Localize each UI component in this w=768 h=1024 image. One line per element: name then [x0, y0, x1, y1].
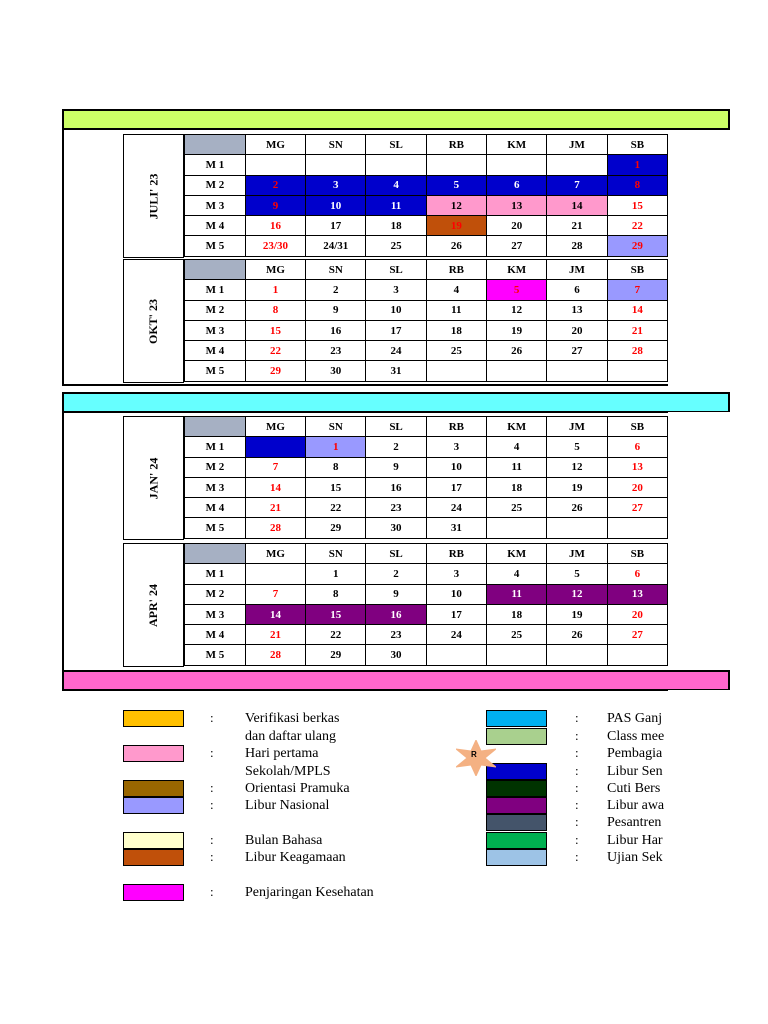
day-cell: 17 [426, 477, 486, 497]
legend-label: Hari pertama [245, 746, 319, 761]
page-edge-mask [668, 130, 768, 392]
month-label-text: JULI' 23 [146, 173, 160, 219]
week-label: M 2 [185, 584, 246, 604]
legend-colon: : [575, 780, 579, 795]
day-cell: 14 [245, 604, 305, 624]
weekday-header: RB [426, 417, 486, 437]
week-row [185, 341, 668, 361]
day-cell: 13 [607, 584, 667, 604]
day-cell: 3 [306, 175, 366, 195]
day-cell: 11 [366, 195, 426, 215]
week-label: M 1 [185, 155, 246, 175]
week-row [185, 564, 668, 584]
section-band-bottom [62, 670, 730, 691]
day-cell: 16 [245, 216, 305, 236]
header-corner [185, 260, 246, 280]
month-label-text: APR' 24 [146, 583, 160, 627]
legend-label: Libur Har [607, 833, 663, 848]
weekday-header: SL [366, 260, 426, 280]
day-cell: 15 [607, 195, 667, 215]
legend-swatch [486, 832, 547, 849]
day-cell: 31 [366, 361, 426, 381]
week-label: M 5 [185, 361, 246, 381]
day-cell: 18 [487, 604, 547, 624]
day-cell: 25 [487, 498, 547, 518]
day-cell: 22 [306, 498, 366, 518]
weekday-header: SN [306, 417, 366, 437]
day-cell: 30 [366, 518, 426, 538]
day-cell: 9 [366, 457, 426, 477]
weekday-header: SN [306, 544, 366, 564]
weekday-header: SB [607, 260, 667, 280]
day-cell: 1 [607, 155, 667, 175]
day-cell: 25 [487, 625, 547, 645]
legend-colon: : [210, 710, 214, 725]
day-cell: 3 [426, 564, 486, 584]
frame-left-bottom [62, 412, 64, 670]
month-block-apr-24 [123, 543, 668, 667]
legend-label: Ujian Sek [607, 850, 663, 865]
weekday-header-row [185, 135, 668, 155]
week-label: M 1 [185, 280, 246, 300]
day-cell [366, 155, 426, 175]
legend-swatch [123, 884, 184, 901]
day-cell: 24/31 [306, 236, 366, 256]
week-row [185, 645, 668, 665]
section-band-middle [62, 392, 730, 413]
day-cell: 17 [306, 216, 366, 236]
week-row [185, 437, 668, 457]
day-cell: 23 [366, 498, 426, 518]
day-cell [607, 518, 667, 538]
day-cell: 27 [607, 625, 667, 645]
day-cell [547, 518, 607, 538]
weekday-header: SL [366, 135, 426, 155]
legend-swatch [123, 797, 184, 814]
day-cell: 8 [306, 584, 366, 604]
week-label: M 3 [185, 604, 246, 624]
day-cell: 28 [245, 518, 305, 538]
weekday-header: KM [487, 135, 547, 155]
day-cell: 7 [547, 175, 607, 195]
weekday-header: MG [245, 135, 305, 155]
day-cell: 19 [547, 604, 607, 624]
day-cell [306, 155, 366, 175]
day-cell: 10 [306, 195, 366, 215]
day-cell [245, 437, 305, 457]
day-cell: 11 [487, 584, 547, 604]
day-cell: 4 [487, 564, 547, 584]
day-cell: 10 [366, 300, 426, 320]
day-cell [245, 155, 305, 175]
day-cell: 30 [366, 645, 426, 665]
day-cell: 16 [306, 320, 366, 340]
day-cell: 8 [245, 300, 305, 320]
day-cell: 4 [487, 437, 547, 457]
day-cell: 26 [547, 498, 607, 518]
day-cell: 12 [426, 195, 486, 215]
day-cell: 24 [426, 625, 486, 645]
page-edge-mask [668, 690, 768, 890]
week-row [185, 584, 668, 604]
week-row [185, 216, 668, 236]
day-cell: 21 [245, 625, 305, 645]
month-label [123, 543, 184, 667]
week-label: M 3 [185, 477, 246, 497]
weekday-header-row [185, 417, 668, 437]
day-cell: 7 [607, 280, 667, 300]
legend-label: Class mee [607, 729, 665, 744]
day-cell: 9 [366, 584, 426, 604]
day-cell: 5 [547, 564, 607, 584]
weekday-header: JM [547, 417, 607, 437]
day-cell: 28 [607, 341, 667, 361]
day-cell: 21 [607, 320, 667, 340]
legend-label: Cuti Bers [607, 781, 661, 796]
day-cell: 15 [245, 320, 305, 340]
legend-label-line2: dan daftar ulang [245, 729, 336, 744]
week-row [185, 518, 668, 538]
legend-colon: : [575, 797, 579, 812]
legend-swatch [123, 745, 184, 762]
day-cell [426, 155, 486, 175]
day-cell: 8 [306, 457, 366, 477]
legend-label: Libur Sen [607, 764, 663, 779]
day-cell: 2 [306, 280, 366, 300]
day-cell [487, 361, 547, 381]
day-cell: 13 [607, 457, 667, 477]
day-cell: 26 [487, 341, 547, 361]
day-cell: 25 [426, 341, 486, 361]
day-cell [547, 361, 607, 381]
day-cell: 14 [607, 300, 667, 320]
day-cell: 3 [366, 280, 426, 300]
day-cell: 24 [426, 498, 486, 518]
day-cell: 14 [245, 477, 305, 497]
legend-swatch [486, 849, 547, 866]
week-label: M 4 [185, 216, 246, 236]
legend-swatch [486, 780, 547, 797]
day-cell: 1 [306, 564, 366, 584]
day-cell: 18 [487, 477, 547, 497]
day-cell: 22 [306, 625, 366, 645]
day-cell: 7 [245, 584, 305, 604]
weekday-header: MG [245, 260, 305, 280]
day-cell: 11 [487, 457, 547, 477]
legend-swatch [123, 710, 184, 727]
day-cell: 5 [487, 280, 547, 300]
day-cell: 14 [547, 195, 607, 215]
day-cell: 15 [306, 477, 366, 497]
day-cell: 17 [426, 604, 486, 624]
legend-label: PAS Ganj [607, 711, 663, 726]
day-cell: 27 [607, 498, 667, 518]
legend-colon: : [575, 745, 579, 760]
day-cell: 11 [426, 300, 486, 320]
week-label: M 1 [185, 437, 246, 457]
section-band-top [62, 109, 730, 130]
day-cell: 26 [547, 625, 607, 645]
weekday-header: RB [426, 544, 486, 564]
weekday-header: SB [607, 135, 667, 155]
weekday-header: SN [306, 260, 366, 280]
day-cell: 16 [366, 477, 426, 497]
day-cell: 7 [245, 457, 305, 477]
week-label: M 4 [185, 498, 246, 518]
week-row [185, 155, 668, 175]
day-cell: 20 [547, 320, 607, 340]
legend-label: Pembagia [607, 746, 663, 761]
legend-swatch [486, 710, 547, 727]
legend-swatch [123, 780, 184, 797]
weekday-header-row [185, 544, 668, 564]
day-cell: 6 [607, 437, 667, 457]
day-cell: 20 [607, 477, 667, 497]
day-cell: 2 [366, 437, 426, 457]
header-corner [185, 135, 246, 155]
day-cell: 10 [426, 584, 486, 604]
legend-colon: : [210, 832, 214, 847]
day-cell [426, 645, 486, 665]
week-label: M 5 [185, 645, 246, 665]
legend-swatch [486, 797, 547, 814]
week-row [185, 477, 668, 497]
day-cell [607, 645, 667, 665]
legend-colon: : [210, 884, 214, 899]
legend-label: Penjaringan Kesehatan [245, 885, 374, 900]
day-cell: 1 [245, 280, 305, 300]
legend-label: Orientasi Pramuka [245, 781, 350, 796]
legend-colon: : [210, 780, 214, 795]
day-cell: 12 [547, 457, 607, 477]
day-cell: 24 [366, 341, 426, 361]
weekday-header: KM [487, 417, 547, 437]
day-cell: 1 [306, 437, 366, 457]
day-cell: 25 [366, 236, 426, 256]
month-label-text: OKT' 23 [145, 298, 160, 344]
day-cell: 22 [607, 216, 667, 236]
weekday-header: JM [547, 544, 607, 564]
day-cell: 23/30 [245, 236, 305, 256]
legend-label: Libur Keagamaan [245, 850, 346, 865]
day-cell: 29 [306, 518, 366, 538]
day-cell: 29 [245, 361, 305, 381]
calendar-table [184, 416, 668, 539]
day-cell: 21 [547, 216, 607, 236]
day-cell [245, 564, 305, 584]
weekday-header: RB [426, 260, 486, 280]
header-corner [185, 544, 246, 564]
legend-swatch [123, 832, 184, 849]
month-block-jan-24 [123, 416, 668, 540]
week-label: M 2 [185, 300, 246, 320]
day-cell: 8 [607, 175, 667, 195]
calendar-table [184, 134, 668, 257]
day-cell: 19 [426, 216, 486, 236]
legend-colon: : [575, 849, 579, 864]
day-cell [547, 155, 607, 175]
day-cell [487, 518, 547, 538]
weekday-header: MG [245, 417, 305, 437]
weekday-header: SL [366, 544, 426, 564]
day-cell: 13 [487, 195, 547, 215]
calendar-table [184, 259, 668, 382]
month-label [123, 259, 184, 383]
day-cell [487, 645, 547, 665]
day-cell: 20 [487, 216, 547, 236]
header-corner [185, 417, 246, 437]
day-cell: 28 [245, 645, 305, 665]
day-cell: 26 [426, 236, 486, 256]
day-cell: 19 [547, 477, 607, 497]
day-cell: 6 [547, 280, 607, 300]
day-cell: 12 [487, 300, 547, 320]
day-cell: 27 [487, 236, 547, 256]
day-cell: 3 [426, 437, 486, 457]
legend-label: Verifikasi berkas [245, 711, 340, 726]
day-cell: 22 [245, 341, 305, 361]
legend-label: Pesantren [607, 815, 662, 830]
weekday-header: RB [426, 135, 486, 155]
legend-swatch [123, 849, 184, 866]
star-label: R [471, 750, 477, 759]
day-cell: 19 [487, 320, 547, 340]
month-label [123, 134, 184, 258]
legend-colon: : [210, 797, 214, 812]
month-label [123, 416, 184, 540]
day-cell: 18 [426, 320, 486, 340]
week-row [185, 236, 668, 256]
week-row [185, 195, 668, 215]
legend-colon: : [575, 763, 579, 778]
frame-divider-1 [62, 384, 668, 386]
legend-label: Bulan Bahasa [245, 833, 323, 848]
weekday-header-row [185, 260, 668, 280]
week-label: M 4 [185, 341, 246, 361]
day-cell: 21 [245, 498, 305, 518]
day-cell: 23 [306, 341, 366, 361]
day-cell: 23 [366, 625, 426, 645]
day-cell: 9 [245, 195, 305, 215]
legend-colon: : [575, 728, 579, 743]
week-row [185, 300, 668, 320]
month-block-okt-23 [123, 259, 668, 383]
day-cell: 31 [426, 518, 486, 538]
day-cell: 28 [547, 236, 607, 256]
weekday-header: MG [245, 544, 305, 564]
day-cell [547, 645, 607, 665]
week-row [185, 604, 668, 624]
legend-label-line2: Sekolah/MPLS [245, 764, 331, 779]
legend-swatch [486, 814, 547, 831]
weekday-header: KM [487, 544, 547, 564]
day-cell: 5 [426, 175, 486, 195]
week-row [185, 280, 668, 300]
week-label: M 3 [185, 320, 246, 340]
legend-colon: : [210, 849, 214, 864]
day-cell: 29 [607, 236, 667, 256]
week-label: M 4 [185, 625, 246, 645]
weekday-header: KM [487, 260, 547, 280]
day-cell: 6 [487, 175, 547, 195]
week-row [185, 625, 668, 645]
weekday-header: SB [607, 544, 667, 564]
weekday-header: JM [547, 135, 607, 155]
calendar-table [184, 543, 668, 666]
week-row [185, 320, 668, 340]
legend-colon: : [575, 710, 579, 725]
day-cell: 4 [366, 175, 426, 195]
day-cell: 4 [426, 280, 486, 300]
week-label: M 2 [185, 457, 246, 477]
week-label: M 1 [185, 564, 246, 584]
day-cell: 6 [607, 564, 667, 584]
week-label: M 5 [185, 518, 246, 538]
week-label: M 5 [185, 236, 246, 256]
day-cell: 2 [245, 175, 305, 195]
legend-colon: : [575, 832, 579, 847]
week-label: M 2 [185, 175, 246, 195]
week-label: M 3 [185, 195, 246, 215]
day-cell: 5 [547, 437, 607, 457]
day-cell: 18 [366, 216, 426, 236]
week-row [185, 498, 668, 518]
legend-colon: : [575, 814, 579, 829]
day-cell: 30 [306, 361, 366, 381]
page-edge-mask [668, 412, 768, 670]
frame-divider-2 [62, 689, 668, 691]
day-cell: 2 [366, 564, 426, 584]
weekday-header: JM [547, 260, 607, 280]
day-cell: 29 [306, 645, 366, 665]
day-cell [607, 361, 667, 381]
day-cell: 27 [547, 341, 607, 361]
weekday-header: SB [607, 417, 667, 437]
day-cell: 9 [306, 300, 366, 320]
week-row [185, 175, 668, 195]
month-label-text: JAN' 24 [145, 457, 160, 499]
day-cell: 17 [366, 320, 426, 340]
legend-label: Libur awa [607, 798, 665, 813]
weekday-header: SL [366, 417, 426, 437]
day-cell: 12 [547, 584, 607, 604]
frame-left-top [62, 130, 64, 385]
day-cell: 20 [607, 604, 667, 624]
day-cell: 10 [426, 457, 486, 477]
legend-colon: : [210, 745, 214, 760]
day-cell: 13 [547, 300, 607, 320]
week-row [185, 361, 668, 381]
day-cell [487, 155, 547, 175]
day-cell: 15 [306, 604, 366, 624]
day-cell [426, 361, 486, 381]
week-row [185, 457, 668, 477]
day-cell: 16 [366, 604, 426, 624]
legend-label: Libur Nasional [245, 798, 330, 813]
month-block-juli-23 [123, 134, 668, 258]
weekday-header: SN [306, 135, 366, 155]
